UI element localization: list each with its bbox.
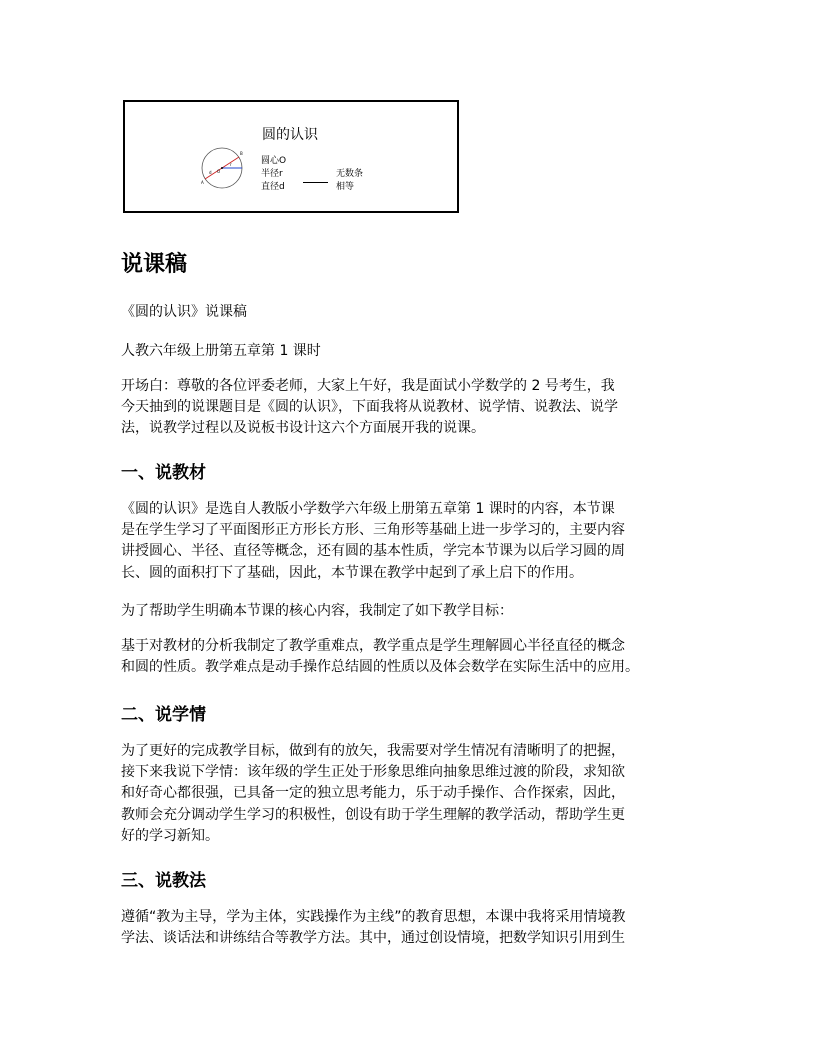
- center-point: [221, 167, 223, 169]
- label-diameter: d: [209, 170, 212, 175]
- opening-paragraph: 开场白：尊敬的各位评委老师，大家上午好，我是面试小学数学的 2 号考生，我 今天抽到的说课题目是《圆的认识》，下面我将从说教材、说学情、说教法、说学 法，说教学过程以及说板书设计这六个方面展开我的说课。: [121, 378, 618, 437]
- label-radius: r: [230, 162, 232, 167]
- board-result: [336, 168, 363, 194]
- subtitle: 《圆的认识》说课稿: [121, 304, 247, 320]
- result-infinite: 无数条: [336, 169, 364, 179]
- term-center: 圆心O: [261, 156, 287, 166]
- section-heading-textbook: 一、说教材: [121, 463, 206, 483]
- teaching-methods-paragraph: 遵循“教为主导，学为主体，实践操作为主线”的教育思想，本课中我将采用情境教 学法、谈话法和讲练结合等教学方法。其中，通过创设情境，把数学知识引用到生: [121, 909, 626, 947]
- circle-diagram: [195, 144, 251, 190]
- board-terms: [261, 155, 286, 194]
- course-info: 人教六年级上册第五章第 1 课时: [121, 343, 321, 359]
- board-dash: [303, 182, 328, 183]
- section-heading-students: 二、说学情: [121, 705, 206, 725]
- blackboard-design-box: [123, 100, 459, 213]
- textbook-paragraph-1: 《圆的认识》是选自人教版小学数学六年级上册第五章第 1 课时的内容，本节课 是在学生学习了平面图形正方形长方形、三角形等基础上进一步学习的，主要内容 讲授圆心、半径、直径等概念，还有圆的基本性质，学完本节课为以后学习圆的周 长、圆的面积打下了基础，因此，本节课在教学中起到了承上启下的作用。: [121, 501, 625, 581]
- label-a: A: [201, 180, 204, 185]
- document-title: 说课稿: [121, 252, 188, 277]
- section-heading-teaching-methods: 三、说教法: [121, 871, 206, 891]
- label-center: O: [217, 169, 221, 174]
- textbook-paragraph-3: 基于对教材的分析我制定了教学重难点，教学重点是学生理解圆心半径直径的概念 和圆的性质。教学难点是动手操作总结圆的性质以及体会数学在实际生活中的应用。: [121, 638, 639, 676]
- term-diameter: 直径d: [261, 182, 285, 192]
- result-equal: 相等: [336, 182, 355, 192]
- board-title: 圆的认识: [262, 127, 318, 143]
- textbook-paragraph-2: 为了帮助学生明确本节课的核心内容，我制定了如下教学目标：: [121, 603, 513, 619]
- label-b: B: [240, 151, 243, 156]
- students-paragraph: 为了更好的完成教学目标，做到有的放矢，我需要对学生情况有清晰明了的把握， 接下来我说下学情：该年级的学生正处于形象思维向抽象思维过渡的阶段，求知欲 和好奇心都很强，已具备一定的独立思考能力，乐于动手操作、合作探索，因此， 教师会充分调动学生学习的积极性，创设有助于学生理解的教学活动，帮助学生更 好的学习新知。: [121, 743, 625, 844]
- term-radius: 半径r: [261, 169, 283, 179]
